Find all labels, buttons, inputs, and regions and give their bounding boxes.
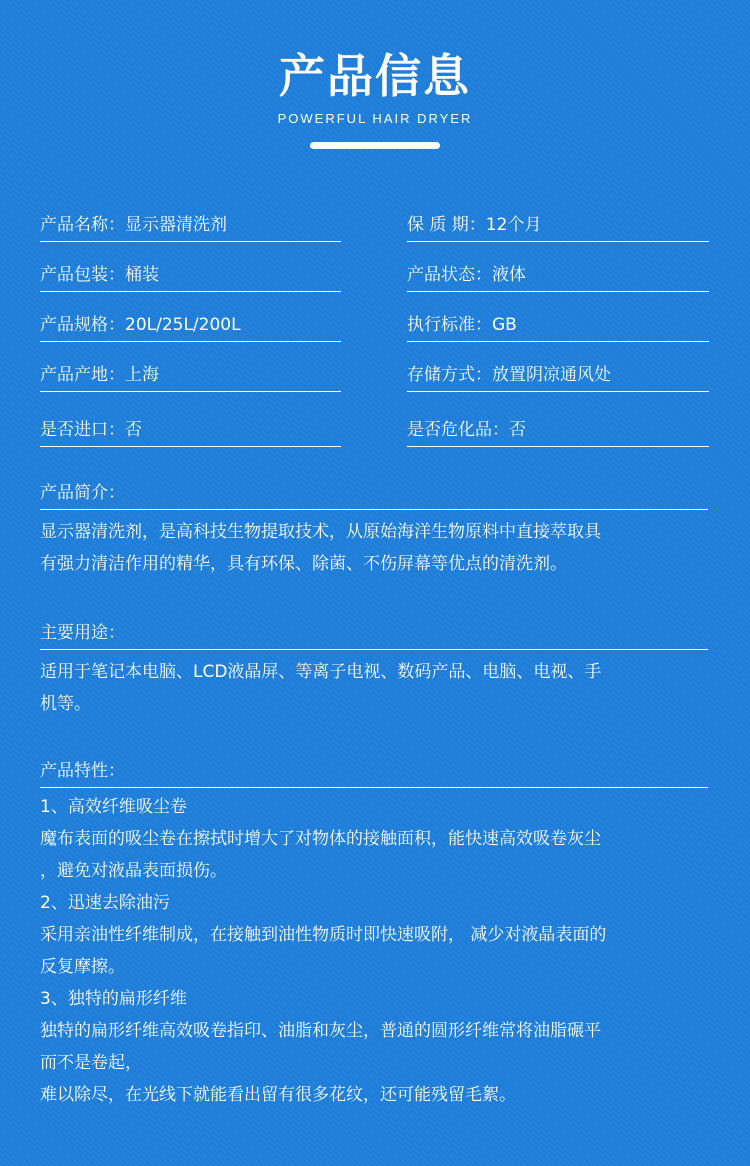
spec-shelf-life: 保 质 期：12个月 [407, 211, 709, 242]
usage-heading: 主要用途： [40, 619, 708, 650]
feature-title: 3、独特的扁形纤维 [40, 989, 187, 1009]
usage-line: 机等。 [40, 694, 91, 714]
feature-title: 2、迅速去除油污 [40, 893, 170, 913]
feature-line: 难以除尽，在光线下就能看出留有很多花纹，还可能残留毛絮。 [40, 1085, 516, 1105]
spec-storage: 存储方式：放置阴凉通风处 [407, 361, 709, 392]
intro-line: 显示器清洗剂，是高科技生物提取技术，从原始海洋生物原料中直接萃取具 [40, 522, 601, 542]
usage-line: 适用于笔记本电脑、LCD液晶屏、等离子电视、数码产品、电脑、电视、手 [40, 662, 602, 682]
feature-line: 独特的扁形纤维高效吸卷指印、油脂和灰尘，普通的圆形纤维常将油脂碾平 [40, 1021, 601, 1041]
feature-line: 而不是卷起， [40, 1053, 142, 1073]
spec-standard: 执行标准：GB [407, 311, 709, 342]
feature-line: 反复摩擦。 [40, 957, 125, 977]
spec-packaging: 产品包装：桶装 [40, 261, 341, 292]
page-subtitle: POWERFUL HAIR DRYER [277, 111, 473, 126]
spec-state: 产品状态：液体 [407, 261, 709, 292]
feature-line: 采用亲油性纤维制成，在接触到油性物质时即快速吸附， 减少对液晶表面的 [40, 925, 607, 945]
spec-product-name: 产品名称：显示器清洗剂 [40, 211, 341, 242]
feature-line: 魔布表面的吸尘卷在擦拭时增大了对物体的接触面积，能快速高效吸卷灰尘 [40, 829, 601, 849]
spec-origin: 产品产地：上海 [40, 361, 341, 392]
intro-line: 有强力清洁作用的精华，具有环保、除菌、不伤屏幕等优点的清洗剂。 [40, 554, 567, 574]
title-underline-bar [310, 142, 440, 149]
spec-hazardous: 是否危化品：否 [407, 416, 709, 447]
feature-title: 1、高效纤维吸尘卷 [40, 797, 187, 817]
page-title: 产品信息 [279, 49, 471, 103]
intro-text [40, 516, 712, 580]
spec-imported: 是否进口：否 [40, 416, 341, 447]
usage-text [40, 656, 712, 720]
features-text [40, 791, 712, 1111]
intro-heading: 产品简介： [40, 479, 708, 510]
feature-line: ，避免对液晶表面损伤。 [40, 861, 227, 881]
features-heading: 产品特性： [40, 757, 708, 788]
spec-size: 产品规格：20L/25L/200L [40, 311, 341, 342]
